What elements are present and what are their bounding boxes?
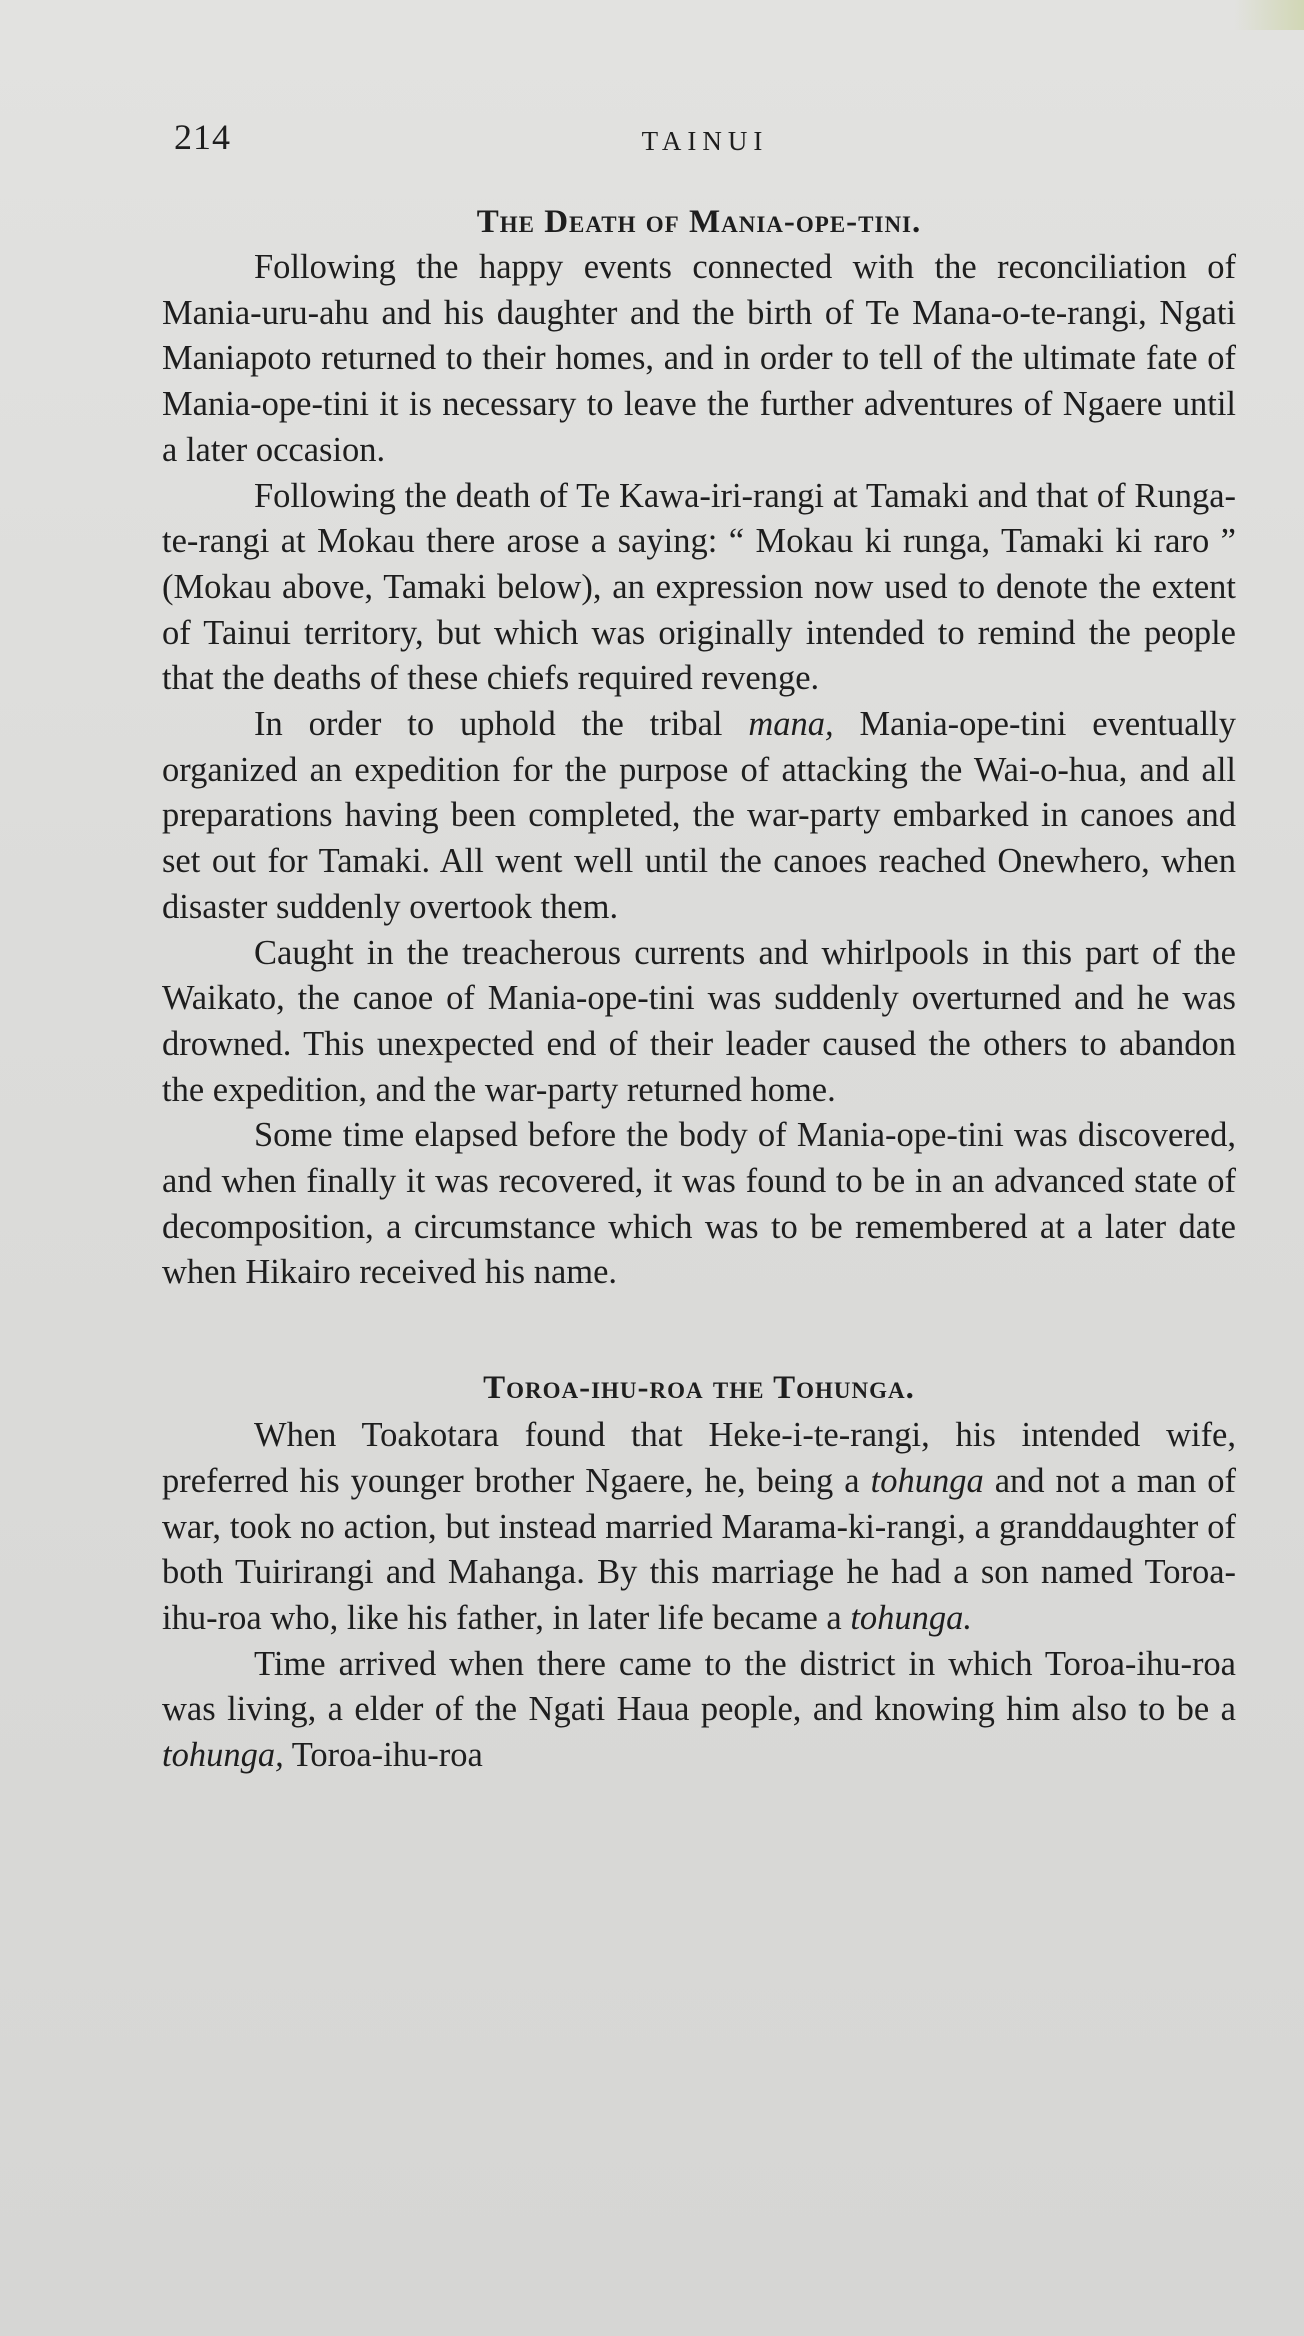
paragraph xyxy=(162,1413,1236,1642)
italic-term: mana, xyxy=(748,705,834,744)
body-text xyxy=(162,200,1236,1779)
running-head xyxy=(170,112,1240,162)
text-run: Following the happy events connected with the reconciliation of Mania-uru-ahu and his daughter and the birth of Te Mana-o-te-rangi, Ngati Maniapoto returned to their homes, and in order to tell of the ultimate fate of Mania-ope-tini it is necessary to leave the further adventures of Ngaere until a later occasion. xyxy=(162,248,1236,469)
italic-term: tohunga, xyxy=(162,1736,284,1775)
italic-term: tohunga xyxy=(870,1461,984,1500)
italic-term: tohunga. xyxy=(850,1598,973,1637)
paragraph xyxy=(162,245,1236,474)
text-run: Caught in the treacherous currents and whirlpools in this part of the Waikato, the canoe of Mania-ope-tini was suddenly overturned and he was drowned. This unexpected end of their leader caused the others to abandon the expedition, and the war-party returned home. xyxy=(162,933,1236,1109)
text-run: and not a man of war, took no action, but instead married Marama-ki-rangi, a granddaughter of both Tuirirangi and Mahanga. By this marriage he had a son named Toroa-ihu-roa who, like his father, in later life became a xyxy=(162,1461,1236,1637)
paragraph xyxy=(162,1113,1236,1296)
section-heading: Toroa-ihu-roa the Tohunga. xyxy=(483,1370,915,1407)
text-run: In order to uphold the tribal xyxy=(254,705,749,744)
text-run: When Toakotara found that Heke-i-te-rangi, his intended wife, preferred his younger brother Ngaere, he, being a xyxy=(162,1416,1236,1500)
text-run: Following the death of Te Kawa-iri-rangi at Tamaki and that of Runga-te-rangi at Mokau there arose a saying: “ Mokau ki runga, Tamaki ki raro ” (Mokau above, Tamaki below), an expression now used to denote the extent of Tainui territory, but which was originally intended to remind the people that the deaths of these chiefs required revenge. xyxy=(162,476,1236,698)
paragraph xyxy=(162,931,1236,1114)
page-number: 214 xyxy=(174,117,231,157)
page-corner-tint xyxy=(1234,0,1304,30)
text-run: Some time elapsed before the body of Mania-ope-tini was discovered, and when finally it was recovered, it was found to be in an advanced state of decomposition, a circumstance which was to be remembered at a later date when Hikairo received his name. xyxy=(162,1116,1236,1292)
paragraph xyxy=(162,702,1236,931)
section-heading: The Death of Mania-ope-tini. xyxy=(476,204,922,240)
text-run: Mania-ope-tini eventually organized an expedition for the purpose of attacking the Wai-o-hua, and all preparations having been completed, the war-party embarked in canoes and set out for Tamaki. All went well until the canoes reached Onewhero, when disaster suddenly overtook them. xyxy=(162,705,1236,926)
running-title: TAINUI xyxy=(641,126,769,156)
text-run: Time arrived when there came to the district in which Toroa-ihu-roa was living, a elder of the Ngati Haua people, and knowing him also to be a xyxy=(162,1644,1236,1729)
text-run: Toroa-ihu-roa xyxy=(283,1736,483,1775)
paragraph xyxy=(162,1642,1236,1779)
paragraph xyxy=(162,474,1236,703)
